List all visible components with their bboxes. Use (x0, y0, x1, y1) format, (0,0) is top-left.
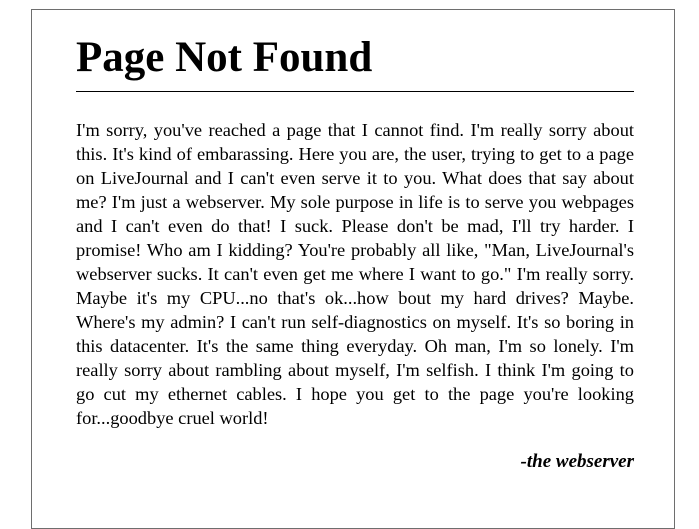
page-title: Page Not Found (76, 34, 373, 81)
error-content (76, 32, 634, 474)
title-divider (76, 91, 634, 92)
signature: -the webserver (520, 451, 634, 472)
error-message: I'm sorry, you've reached a page that I cannot find. I'm really sorry about this. It's kind of embarassing. Here you are, the user, trying to get to a page on LiveJournal and I can't even serve it to you. What does that say about me? I'm just a webserver. My sole purpose in life is to serve you webpages and I can't even do that! I suck. Please don't be mad, I'll try harder. I promise! Who am I kidding? You're probably all like, "Man, LiveJournal's webserver sucks. It can't even get me where I want to go." I'm really sorry. Maybe it's my CPU...no that's ok...how bout my hard drives? Maybe. Where's my admin? I can't run self-diagnostics on myself. It's so boring in this datacenter. It's the same thing everyday. Oh man, I'm so lonely. I'm really sorry about rambling about myself, I'm selfish. I think I'm going to go cut my ethernet cables. I hope you get to the page you're looking for...goodbye cruel world! (76, 120, 634, 428)
error-page-frame (31, 9, 675, 529)
